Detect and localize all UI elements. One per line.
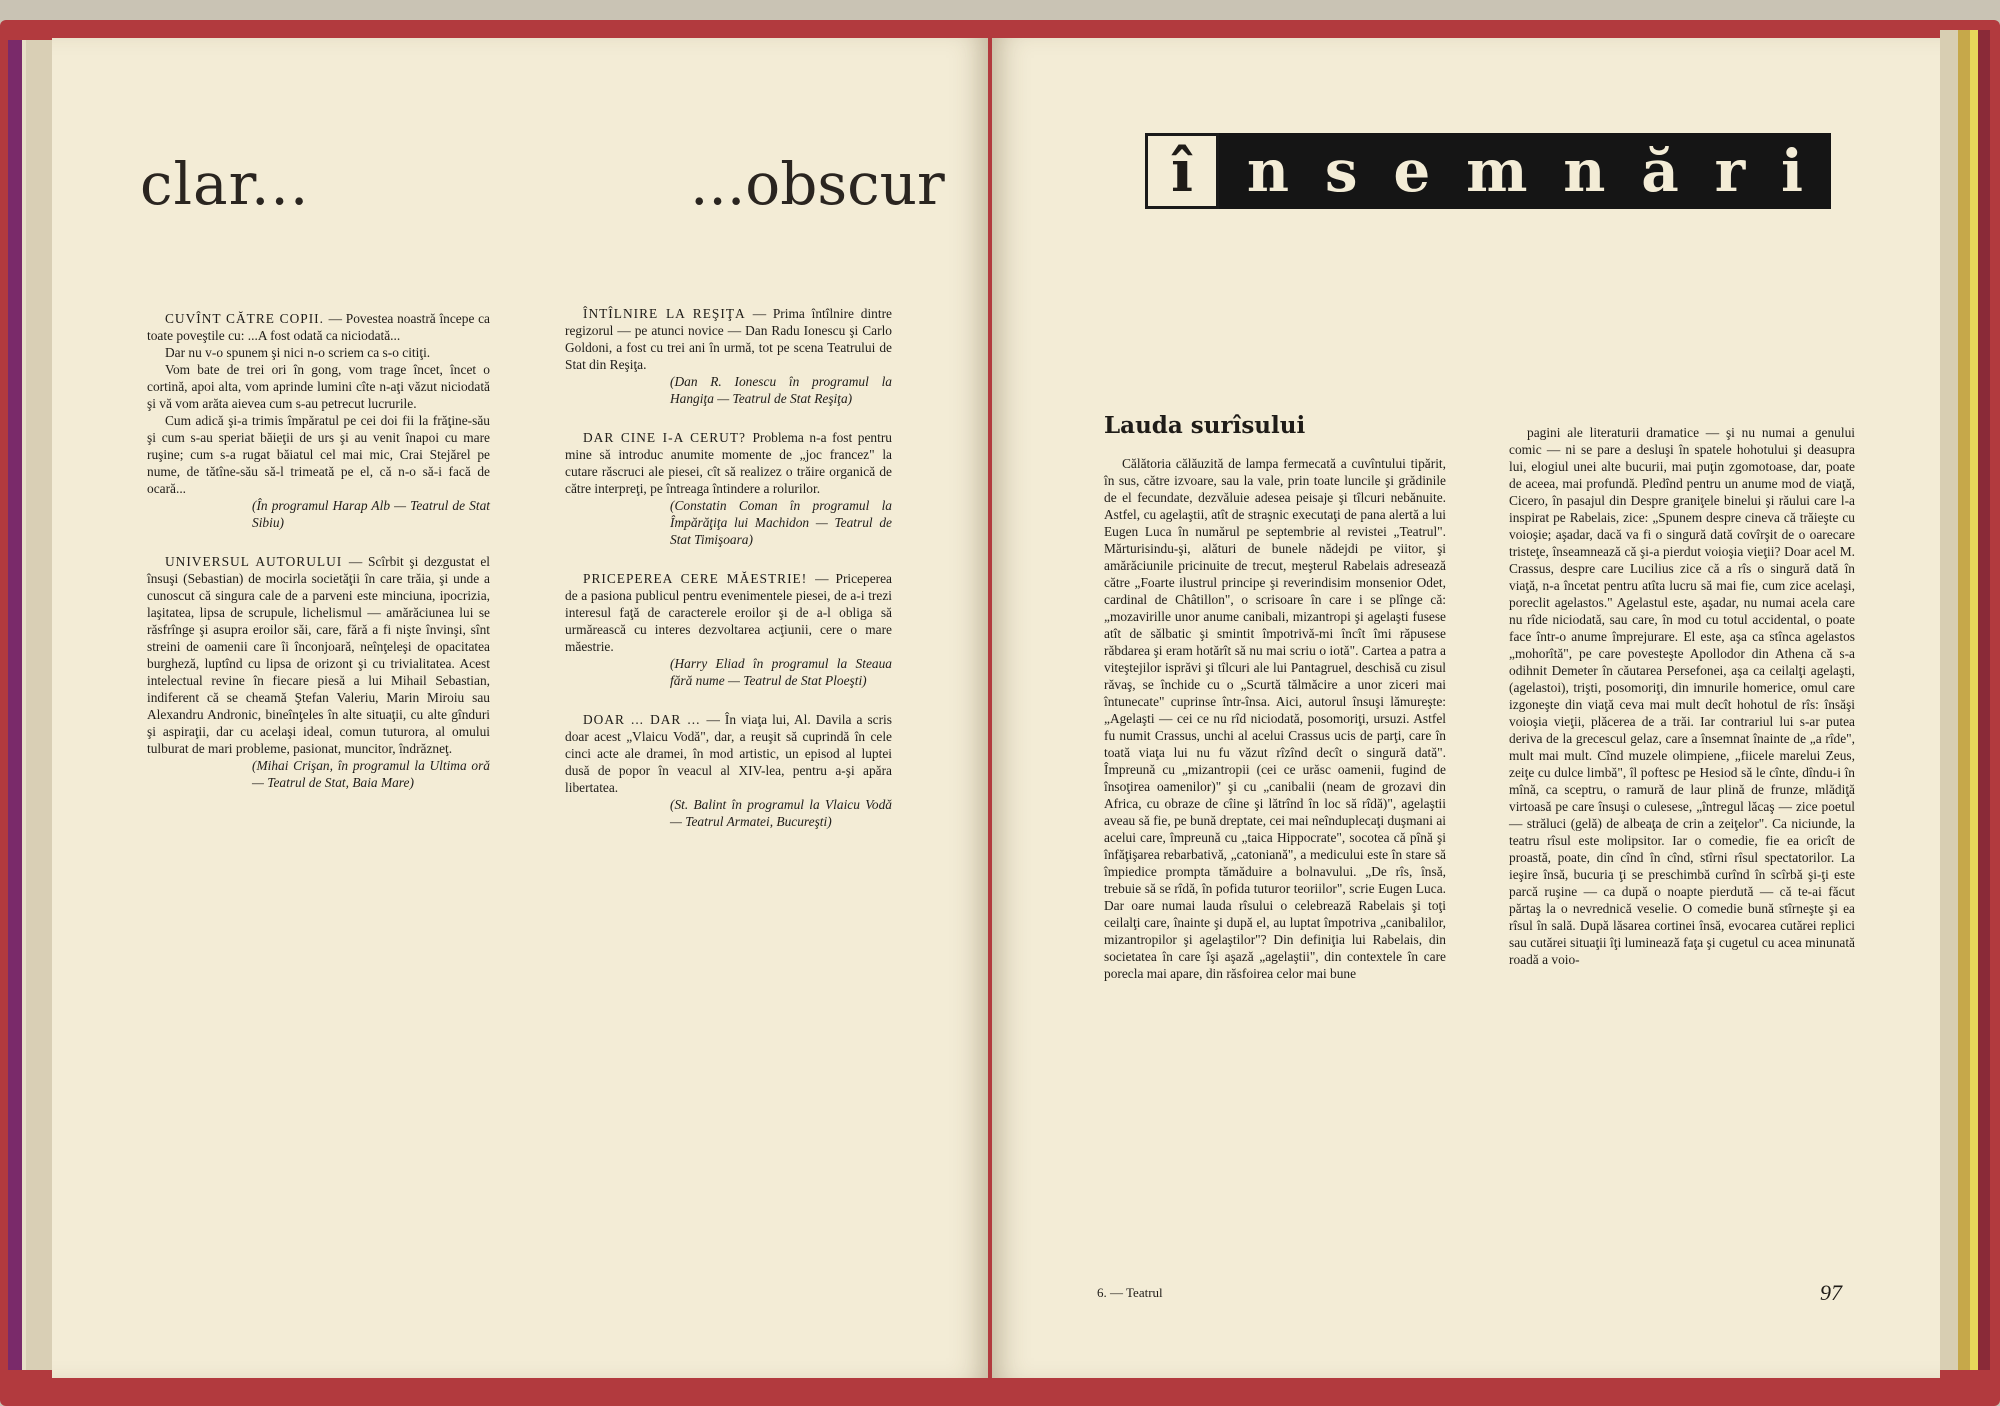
note-item bbox=[147, 310, 490, 531]
note-item bbox=[147, 553, 490, 791]
note-paragraph: Vom bate de trei ori în gong, vom trage încet, încet o cortină, apoi alta, vom aprinde lumini cîte n-aţi văzut niciodată şi vă vom arăta aievea cum s-au petrecut lucrurile. bbox=[147, 362, 490, 411]
left-column-2 bbox=[565, 305, 892, 852]
article-title: Lauda surîsului bbox=[1104, 412, 1306, 439]
banner-letter: n bbox=[1563, 137, 1606, 205]
note-heading: PRICEPEREA CERE MĂESTRIE! bbox=[583, 571, 816, 586]
note-text: DAR CINE I-A CERUT? Problema n-a fost pentru mine să introduc anumite momente de „joc francez" la cutare răscruci ale piesei, cît să realizez o trăire organică de către interpreţi, pe întreaga întindere a rolurilor. bbox=[565, 430, 892, 496]
note-text: DOAR ... DAR ... — În viaţa lui, Al. Davila a scris doar acest „Vlaicu Vodă", dar, a reuşit să cuprindă în cele cinci acte ale dramei, în mod artistic, un episod al luptei dusă de popor în veacul al XIV-lea, pentru a-şi apăra libertatea. bbox=[565, 712, 892, 795]
note-item bbox=[565, 429, 892, 548]
left-column-1 bbox=[147, 310, 490, 813]
note-paragraph: Cum adică şi-a trimis împăratul pe cei doi fii la frăţine-său şi cum s-au speriat băieţii de urs şi au venit înapoi cu mare ruşine; cum s-a rugat băiatul cel mai mic, Crai Stejărel pe nume, de tătîne-său să-l trimeată pe el, că n-o să-i facă de ocară... bbox=[147, 413, 490, 496]
banner-letters bbox=[1219, 133, 1831, 209]
banner-letter: n bbox=[1246, 137, 1290, 205]
note-heading: ÎNTÎLNIRE LA REŞIŢA bbox=[583, 306, 753, 321]
title-obscur: ...obscur bbox=[690, 150, 945, 218]
note-paragraph: Dar nu v-o spunem şi nici n-o scriem ca s-o citiţi. bbox=[165, 345, 431, 360]
right-column-1 bbox=[1104, 455, 1446, 982]
note-text: UNIVERSUL AUTORULUI — Scîrbit şi dezgustat el însuşi (Sebastian) de mocirla societăţii în care trăia, şi unde a cunoscut că singura cale de a parveni este minciuna, ipocrizia, laşitatea, lipsa de scrupule, lichelismul — amărăciunea lui se răsfrînge şi asupra eroilor săi, care, fără a fi nişte învinşi, sînt streini de oamenii care îi înconjoară, neînţeleşi de opacitatea burgheză, luptînd cu lipsa de orizont şi cu trivialitatea. Acest intelectual revine în fiecare piesă a lui Mihail Sebastian, indiferent că se cheamă Ştefan Valeriu, Marin Miroiu sau Alexandru Andronic, bineînţeles în alte situaţii, cu alte gînduri şi aspiraţii, dar cu acelaşi ideal, comun tuturora, al omului tulburat de mari probleme, pasionat, muncitor, îndrăzneţ. bbox=[147, 554, 490, 756]
note-heading: UNIVERSUL AUTORULUI bbox=[165, 554, 349, 569]
note-source: (St. Balint în programul la Vlaicu Vodă — Teatrul Armatei, Bucureşti) bbox=[670, 797, 892, 829]
note-item bbox=[565, 570, 892, 689]
left-page-edges bbox=[8, 40, 58, 1370]
note-source: (Harry Eliad în programul la Steaua fără nume — Teatrul de Stat Ploeşti) bbox=[670, 656, 892, 688]
footer-journal: 6. — Teatrul bbox=[1097, 1285, 1163, 1300]
note-heading: CUVÎNT CĂTRE COPII. bbox=[165, 311, 329, 326]
note-text: PRICEPEREA CERE MĂESTRIE! — Priceperea de a pasiona publicul pentru evenimentele piesei, de a-i trezi interesul faţă de caracterele eroilor şi de a-l obliga să urmărească cu interes dezvoltarea acţiunii, cere o mare măestrie. bbox=[565, 571, 892, 654]
note-source: (Mihai Crişan, în programul la Ultima oră — Teatrul de Stat, Baia Mare) bbox=[252, 758, 490, 790]
banner-letter: ă bbox=[1641, 137, 1679, 205]
banner-letter: r bbox=[1714, 137, 1746, 205]
banner-letter: e bbox=[1393, 137, 1431, 205]
banner-letter: m bbox=[1466, 137, 1528, 205]
note-source: (Constatin Coman în programul la Împărăţiţa lui Machidon — Teatrul de Stat Timişoara) bbox=[670, 498, 892, 547]
title-clar: clar... bbox=[140, 150, 310, 218]
note-source: (Dan R. Ionescu în programul la Hangiţa — Teatrul de Stat Reşiţa) bbox=[670, 374, 892, 406]
right-column-2 bbox=[1509, 424, 1855, 968]
banner-letter: i bbox=[1781, 137, 1804, 205]
note-source: (În programul Harap Alb — Teatrul de Stat Sibiu) bbox=[252, 498, 490, 530]
page-number: 97 bbox=[1820, 1280, 1842, 1305]
banner-letter: s bbox=[1324, 137, 1358, 205]
note-item bbox=[565, 711, 892, 830]
note-text: ÎNTÎLNIRE LA REŞIŢA — Prima întîlnire dintre regizorul — pe atunci novice — Dan Radu Ionescu şi Carlo Goldoni, a fost cu trei ani în urmă, tot pe scena Teatrului de Stat din Reşiţa. bbox=[565, 306, 892, 372]
banner-first-letter: î bbox=[1145, 133, 1219, 209]
article-body-1: Călătoria călăuzită de lampa fermecată a cuvîntului tipărit, în sus, către izvoare, sau la vale, prin toate luncile şi grădinile de el fecundate, dezvăluie adesea peisaje şi tîlcuri nebănuite. Astfel, cu agelaştii, atît de straşnic executaţi de pana alertă a lui Eugen Luca în numărul pe septembrie al revistei „Teatrul". Mărturisindu-şi, alături de bunele nădejdi pe viitor, şi amărăciunile pricinuite de trecut, meşterul Rabelais adresează către „Foarte ilustrul principe şi reverindisim monsenior Odet, cardinal de Châtillon", o scrisoare în care i se plînge că: „mozavirille unor anume canibali, mizantropi şi agelaşti fusese atît de sălbatic şi smintit împotrivă-mi încît îmi răpusese răbdarea şi eram hotărît să nu mai scriu o iotă". Cartea a patra a viteştejilor isprăvi şi tîlcuri ale lui Pantagruel, deschisă cu zisul răvaş, se închide cu o „Scurtă tălmăcire a unor ziceri mai întunecate" cuprinse într-însa. Aici, autorul însuşi lămureşte: „Agelaşti — cei ce nu rîd niciodată, posomoriţi, ursuzi. Astfel fu numit Crassus, unchi al acelui Crassus ucis de parţi, care în toată viaţa lui nu fu văzut rîzînd decît o singură dată". Împreună cu „mizantropii (cei ce urăsc oamenii, fugind de însoţirea oamenilor)" şi cu „canibalii (neam de grozavi din Africa, cu obraze de cîine şi lătrînd în loc să rîdă)", agelaştii aveau să fie, pe bună dreptate, cei mai neînduplecaţi duşmani ai acelui care, împreună cu „taica Hippocrate", socotea că pînă şi înfăţişarea rebarbativă, „catoniană", a medicului este în stare să împiedice prompta tămăduire a bolnavului. „De rîs, însă, trebuie să se rîdă, în pofida tuturor teoriilor", scrie Eugen Luca. Dar oare numai lauda rîsului o celebrează Rabelais şi toţi ceilalţi care, înainte şi după el, au luptat împotriva „canibalilor, mizantropilor şi agelaştilor"? Din definiţia lui Rabelais, din societatea în care îşi aşază „agelaştii", din contextele în care porecla mai apare, din răsfoirea celor mai bune bbox=[1104, 456, 1446, 981]
note-heading: DAR CINE I-A CERUT? bbox=[583, 430, 753, 445]
note-text: CUVÎNT CĂTRE COPII. — Povestea noastră începe ca toate poveştile cu: ...A fost odată ca niciodată... bbox=[147, 311, 490, 343]
note-heading: DOAR ... DAR ... bbox=[583, 712, 707, 727]
insemnari-banner bbox=[1145, 133, 1831, 209]
article-body-2: pagini ale literaturii dramatice — şi nu numai a genului comic — ni se pare a desluşi în spatele hohotului şi deasupra lui, elogiul unei alte bucurii, mai puţin zgomotoase, dar, poate de aceea, mai profundă. Pledînd pentru un anume mod de viaţă, Cicero, în pasajul din Despre graniţele binelui şi răului care l-a inspirat pe Rabelais, zice: „Spunem despre cineva că trăieşte cu voioşie; aşadar, dacă va fi o singură dată covîrşit de o oarecare tristeţe, înseamnează că şi-a pierdut voioşia vieţii? Doar acel M. Crassus, despre care Lucilius zice că a rîs o singură dată în viaţă, n-a încetat pentru atîta lucru să mai fie, cum zice acelaşi, poreclit agelastos." Agelastul este, aşadar, nu numai acela care nu rîde niciodată, sau care, în mod cu totul accidental, o poate face într-o anume împrejurare. El este, aşa ca stînca agelastos „mohorîtă", pe care povesteşte Apollodor din Athena că s-a odihnit Demeter în căutarea Persefonei, aşa ca ceilalţi agelaşti, (agelastoi), trişti, posomoriţi, din imnurile homerice, omul care izgoneşte din viaţă ceva mai mult decît hohotul de rîs: însăşi voioşia vieţii, plăcerea de a trăi. Iar contrariul lui s-ar putea deriva de la grecescul gelaz, care a însemnat înainte de „a rîde", mult mai mult. Cînd muzele olimpiene, „fiicele marelui Zeus, zeiţe cu dulce limbă", îl poftesc pe Hesiod să le cînte, dîndu-i în mînă, ca sceptru, o ramură de laur plină de frunze, mlădiţă virtoasă pe care însuşi o culesese, „întregul lăcaş — zice poetul — străluci (gelă) de albeaţa de crin a zeiţelor". Ca niciunde, la teatru rîsul este molipsitor. Iar o comedie, fie ea oricît de proastă, poate, din cînd în cînd, stîrni rîsul spectatorilor. La ieşire însă, bucuria ţi se preschimbă curînd în scîrbă şi-ţi este parcă ruşine — ca după o noapte pierdută — că te-ai făcut părtaş la o nevrednică veselie. O comedie bună stîrneşte şi ea rîsul în sală. După lăsarea cortinei însă, evocarea cutărei replici sau cutărei situaţii îţi luminează faţa şi cugetul cu acea minunată roadă a voio- bbox=[1509, 425, 1855, 967]
note-item bbox=[565, 305, 892, 407]
right-page-edges bbox=[1940, 30, 1990, 1370]
